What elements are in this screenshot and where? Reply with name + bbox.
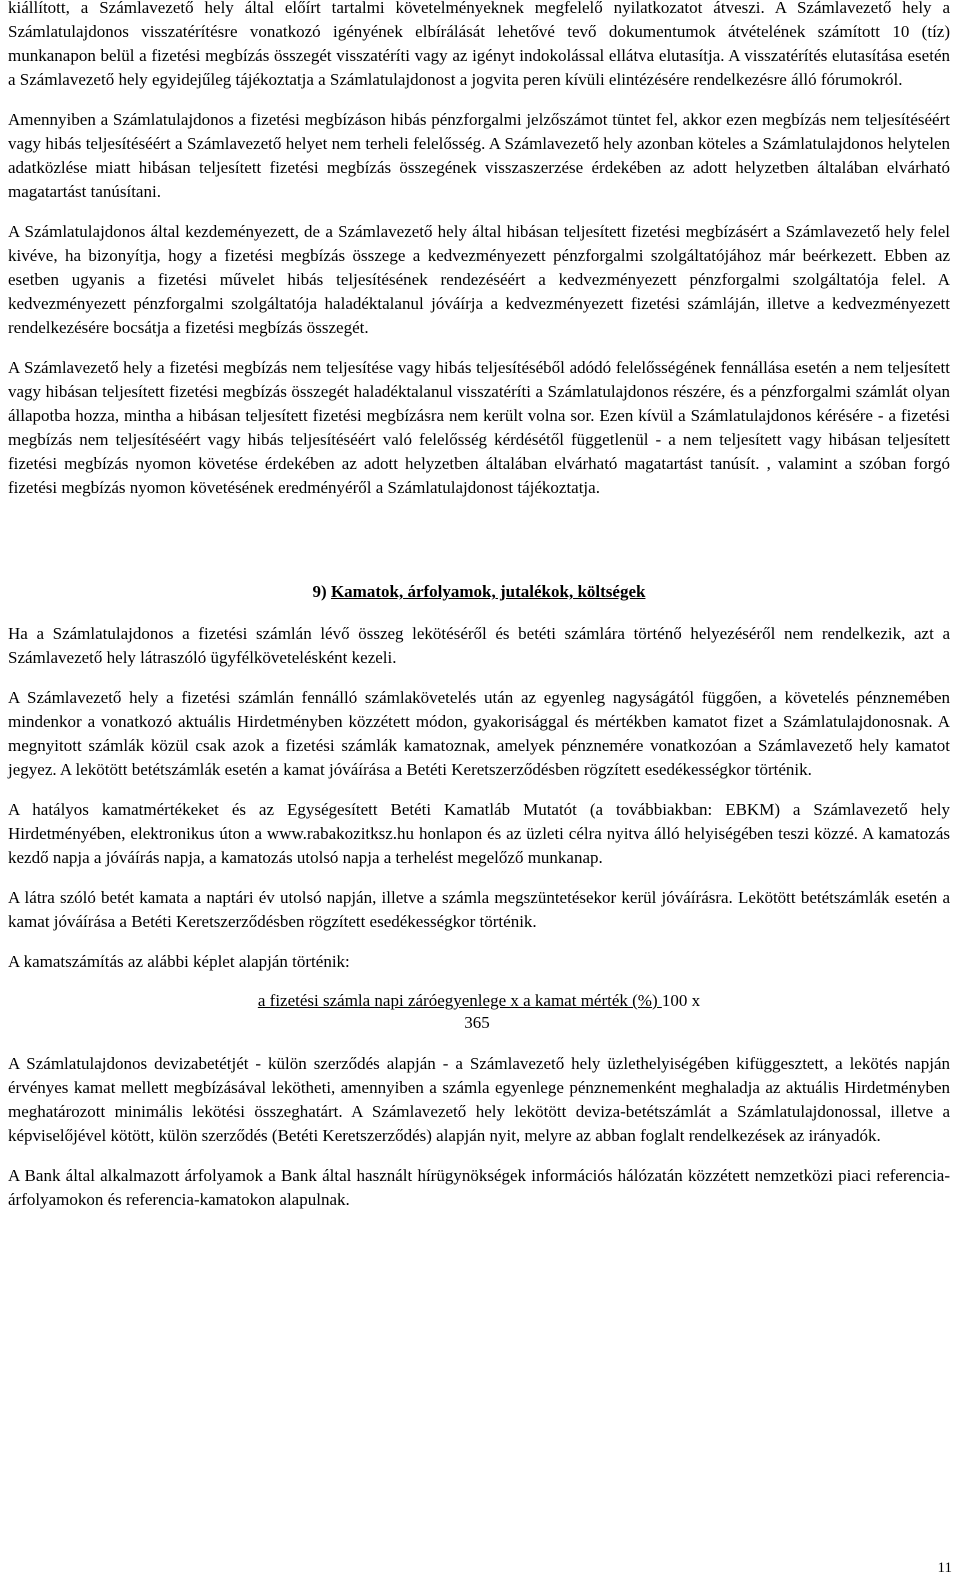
paragraph-ebkm: A hatályos kamatmértékeket és az Egységesített Betéti Kamatláb Mutatót (a továbbiakban: EBKM) a Számlavezető hely Hirdetményében, elektronikus úton a www.rabakozitksz.hu honlapon és az üzleti célra nyitva álló helyiségében teszi közzé. A kamatozás kezdő napja a jóváírás napja, a kamatozás utolsó napja a terhelést megelőző munkanap. — [8, 800, 950, 867]
paragraph-liability-refund: A Számlavezető hely a fizetési megbízás nem teljesítése vagy hibás teljesítéséből adódó felelősségének fennállása esetén a nem teljesített vagy hibásan teljesített fizetési megbízás összegét haladéktalanul visszatéríti a Számlatulajdonos részére, és a pénzforgalmi számlát olyan állapotba hozza, mintha a hibásan teljesített fizetési megbízásra nem került volna sor. Ezen kívül a Számlatulajdonos kérésére - a fizetési megbízás nem teljesítéséért vagy hibás teljesítéséért való felelősség kérdésétől függetlenül - a nem teljesített vagy hibásan teljesített fizetési megbízás nyomon követése érdekében az adott helyzetben általában elvárható magatartást tanúsít. , valamint a szóban forgó fizetési megbízás nyomon követésének eredményéről a Számlatulajdonost tájékoztatja. — [8, 358, 950, 497]
formula-numerator — [8, 990, 950, 1012]
formula-numerator-underlined: a fizetési számla napi záróegyenlege x a kamat mérték (%) — [257, 991, 662, 1010]
formula-numerator-tail: 100 x — [661, 991, 701, 1010]
document-page — [8, 0, 950, 1228]
paragraph-refund-claim: kiállított, a Számlavezető hely által előírt tartalmi követelményeknek megfelelő nyilatkozatot átveszi. A Számlavezető hely a Számlatulajdonos visszatérítésre vonatkozó igényének elbírálását lehetővé tevő dokumentumok átvételének számított 10 (tíz) munkanapon belül a fizetési megbízás összegét visszatéríti vagy az igényt indokolással ellátva elutasítja. A visszatérítés elutasítása esetén a Számlavezető hely egyidejűleg tájékoztatja a Számlatulajdonost a jogvita peren kívüli elintézésére rendelkezésre álló fórumokról. — [8, 0, 950, 89]
section-heading — [8, 580, 950, 604]
paragraph-demand-deposit: Ha a Számlatulajdonos a fizetési számlán lévő összeg lekötéséről és betéti számlára történő helyezéséről nem rendelkezik, azt a Számlavezető hely látraszóló ügyfélkövetelésként kezeli. — [8, 624, 950, 667]
page-number: 11 — [937, 1560, 952, 1576]
paragraph-foreign-currency-deposit: A Számlatulajdonos devizabetétjét - külön szerződés alapján - a Számlavezető hely üzlethelyiségében kifüggesztett, a lekötés napján érvényes kamat mellett megbízásával lekötheti, amennyiben a számla egyenlege pénznemenként meghaladja az aktuális Hirdetményben meghatározott minimális lekötési összeghatárt. A Számlavezető hely lekötött deviza-betétszámlát a Számlatulajdonossal, illetve a képviselőjével kötött, külön szerződés (Betéti Keretszerződés) alapján nyit, melyre az abban foglalt rendelkezések az irányadók. — [8, 1054, 950, 1145]
paragraph-interest-payment: A Számlavezető hely a fizetési számlán fennálló számlakövetelés után az egyenleg nagyságától függően, a követelés pénznemében mindenkor a vonatkozó aktuális Hirdetményben közzétett módon, gyakorisággal és mértékben kamatot fizet a Számlatulajdonosnak. A megnyitott számlák közül csak azok a fizetési számlák kamatoznak, amelyek pénznemére vonatkozóan a Számlavezető hely kamatot jegyez. A lekötött betétszámlák esetén a kamat jóváírása a Betéti Keretszerződésben rögzített esedékességkor történik. — [8, 688, 950, 779]
paragraph-wrong-account-number: Amennyiben a Számlatulajdonos a fizetési megbízáson hibás pénzforgalmi jelzőszámot tüntet fel, akkor ezen megbízás nem teljesítéséért vagy hibás teljesítéséért a Számlavezető helyet nem terheli felelősség. A Számlavezető hely azonban köteles a Számlatulajdonos helytelen adatközlése miatt hibásan teljesített fizetési megbízás összegének visszaszerzése érdekében az adott helyzetben általában elvárható magatartást tanúsítani. — [8, 110, 950, 201]
section-title: Kamatok, árfolyamok, jutalékok, költségek — [330, 582, 646, 601]
paragraph-interest-credit: A látra szóló betét kamata a naptári év utolsó napján, illetve a számla megszüntetésekor kerül jóváírásra. Lekötött betétszámlák esetén a kamat jóváírása a Betéti Keretszerződésben rögzített esedékességkor történik. — [8, 888, 950, 931]
paragraph-formula-intro: A kamatszámítás az alábbi képlet alapján történik: — [8, 952, 350, 971]
interest-formula — [8, 990, 950, 1034]
paragraph-faulty-execution: A Számlatulajdonos által kezdeményezett, de a Számlavezető hely által hibásan teljesített fizetési megbízásért a Számlavezető hely felel kivéve, ha bizonyítja, hogy a fizetési megbízás összege a kedvezményezett pénzforgalmi szolgáltatójához már beérkezett. Ebben az esetben ugyanis a fizetési művelet hibás teljesítésének rendezéséért a kedvezményezett pénzforgalmi szolgáltatója felel. A kedvezményezett pénzforgalmi szolgáltatója haladéktalanul jóváírja a kedvezményezett fizetési számláján, illetve a kedvezményezett rendelkezésére bocsátja a fizetési megbízás összegét. — [8, 222, 950, 337]
paragraph-exchange-rates: A Bank által alkalmazott árfolyamok a Bank által használt hírügynökségek információs hálózatán közzétett nemzetközi piaci referencia-árfolyamokon és referencia-kamatokon alapulnak. — [8, 1166, 950, 1209]
section-number: 9) — [312, 582, 327, 601]
section-spacer — [8, 516, 950, 540]
formula-denominator: 365 — [464, 1013, 490, 1032]
